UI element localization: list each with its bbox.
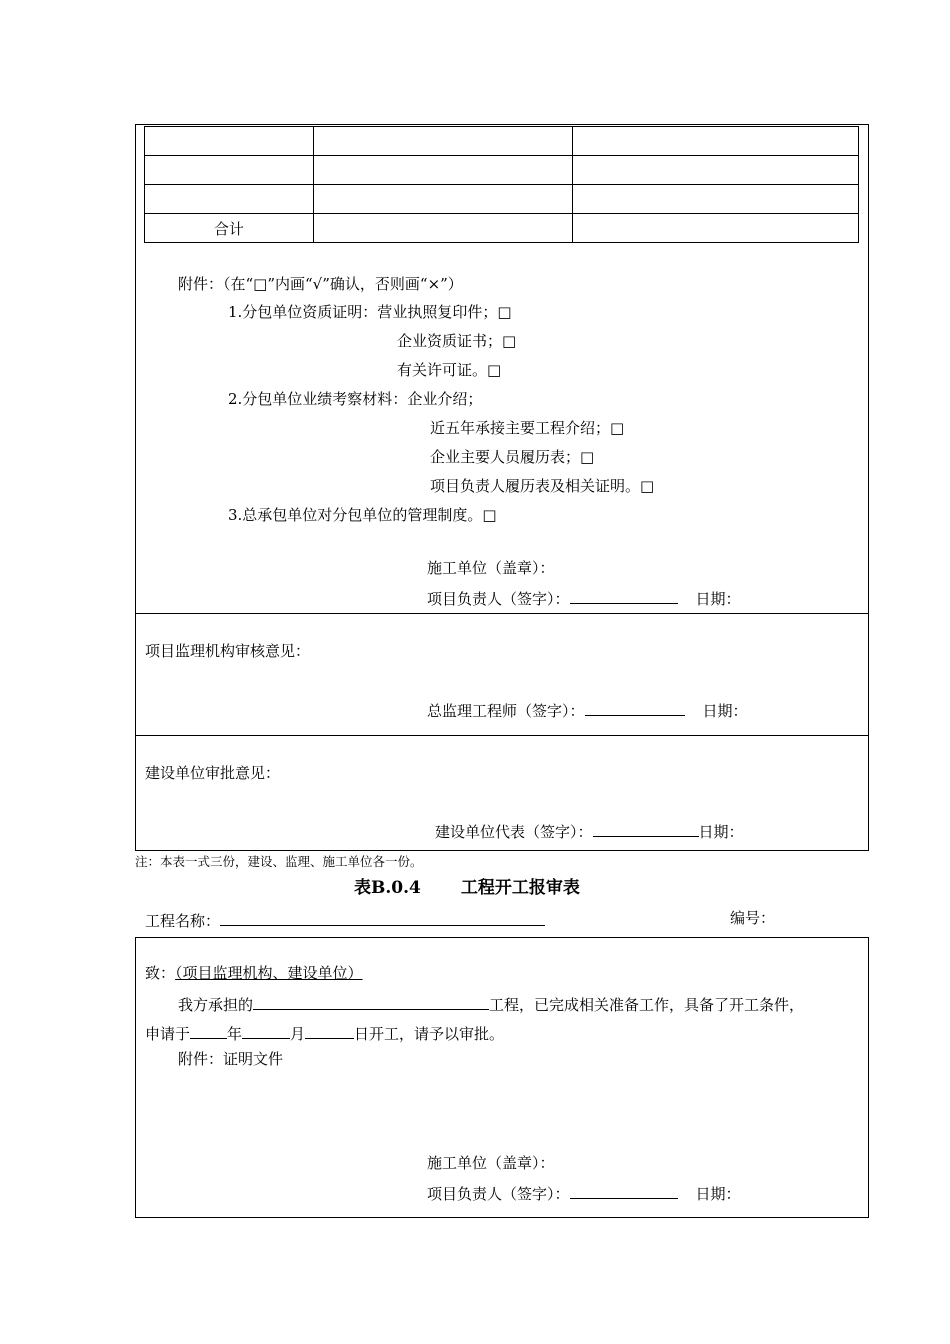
body-prefix: 我方承担的 xyxy=(178,996,254,1014)
attachments-heading: 附件：（在“□”内画“√”确认，否则画“×”） xyxy=(178,275,463,293)
table-cell xyxy=(573,156,859,185)
table-cell xyxy=(573,214,859,243)
attachment-item-2d[interactable]: 项目负责人履历表及相关证明。□ xyxy=(430,477,655,495)
form-title-text: 工程开工报审表 xyxy=(460,878,580,898)
month-label: 月 xyxy=(290,1025,306,1043)
month-field[interactable] xyxy=(242,1024,290,1039)
year-label: 年 xyxy=(227,1025,243,1043)
body-line-2 xyxy=(145,1024,504,1042)
date-label: 日期： xyxy=(702,702,748,720)
body-suffix: 工程，已完成相关准备工作，具备了开工条件， xyxy=(489,996,805,1014)
table-cell xyxy=(573,185,859,214)
attachment-item-2c[interactable]: 企业主要人员履历表；□ xyxy=(430,448,595,466)
chief-engineer-sign-row xyxy=(427,701,748,719)
attachment-item-2b[interactable]: 近五年承接主要工程介绍；□ xyxy=(430,419,625,437)
contractor-seal-label: 施工单位（盖章）： xyxy=(427,559,555,577)
table-cell xyxy=(313,156,573,185)
supervisor-opinion-label: 项目监理机构审核意见： xyxy=(145,642,311,660)
signature-line[interactable] xyxy=(570,589,678,604)
body-line-1 xyxy=(178,995,804,1013)
section-divider xyxy=(135,613,869,614)
subcontract-table xyxy=(144,126,859,243)
attachment-item-1c[interactable]: 有关许可证。□ xyxy=(397,361,502,379)
date-label: 日期： xyxy=(695,1185,741,1203)
signature-line[interactable] xyxy=(570,1184,678,1199)
form-title xyxy=(354,880,580,897)
table-cell xyxy=(145,156,314,185)
table-cell xyxy=(313,214,573,243)
contractor-sign-row xyxy=(427,1184,741,1202)
signature-line[interactable] xyxy=(593,822,699,837)
form-number-label: 编号： xyxy=(730,909,776,927)
project-name-row xyxy=(145,911,545,929)
attachment-item-3[interactable]: 3.总承包单位对分包单位的管理制度。□ xyxy=(228,506,497,524)
copies-note: 注：本表一式三份，建设、监理、施工单位各一份。 xyxy=(135,854,423,869)
date-label: 日期： xyxy=(695,590,741,608)
contractor-seal-label: 施工单位（盖章）： xyxy=(427,1154,555,1172)
date-label: 日期： xyxy=(698,823,744,841)
contractor-sign-row xyxy=(427,589,741,607)
project-name-label: 工程名称： xyxy=(145,912,221,930)
day-suffix: 日开工，请予以审批。 xyxy=(354,1025,505,1043)
form-code: 表B.0.4 xyxy=(354,878,421,898)
year-field[interactable] xyxy=(190,1024,227,1039)
attachment-item-1b[interactable]: 企业资质证书；□ xyxy=(397,332,517,350)
project-field[interactable] xyxy=(253,995,489,1010)
addressee-row xyxy=(145,966,363,981)
project-name-field[interactable] xyxy=(220,911,545,926)
day-field[interactable] xyxy=(305,1024,354,1039)
table-cell xyxy=(145,185,314,214)
chief-engineer-sign-label: 总监理工程师（签字）： xyxy=(427,702,585,720)
section-divider xyxy=(135,735,869,736)
table-cell xyxy=(145,127,314,156)
table-row xyxy=(145,127,859,156)
addressee-value: （项目监理机构、建设单位） xyxy=(175,964,363,982)
owner-rep-sign-row xyxy=(435,822,744,840)
table-cell xyxy=(313,127,573,156)
to-label: 致： xyxy=(145,964,176,982)
owner-opinion-label: 建设单位审批意见： xyxy=(145,764,281,782)
contractor-sign-label: 项目负责人（签字）： xyxy=(427,1185,570,1203)
attachment-item-1[interactable]: 1.分包单位资质证明：营业执照复印件；□ xyxy=(228,303,512,321)
owner-rep-sign-label: 建设单位代表（签字）： xyxy=(435,823,593,841)
table-row xyxy=(145,156,859,185)
table-cell xyxy=(573,127,859,156)
table-cell xyxy=(313,185,573,214)
apply-prefix: 申请于 xyxy=(145,1025,191,1043)
total-label: 合计 xyxy=(145,214,314,243)
table-row-total xyxy=(145,214,859,243)
attachment-item-2: 2.分包单位业绩考察材料：企业介绍； xyxy=(228,390,483,408)
signature-line[interactable] xyxy=(585,701,685,716)
table-row xyxy=(145,185,859,214)
contractor-sign-label: 项目负责人（签字）： xyxy=(427,590,570,608)
attachment-label: 附件：证明文件 xyxy=(178,1050,284,1068)
